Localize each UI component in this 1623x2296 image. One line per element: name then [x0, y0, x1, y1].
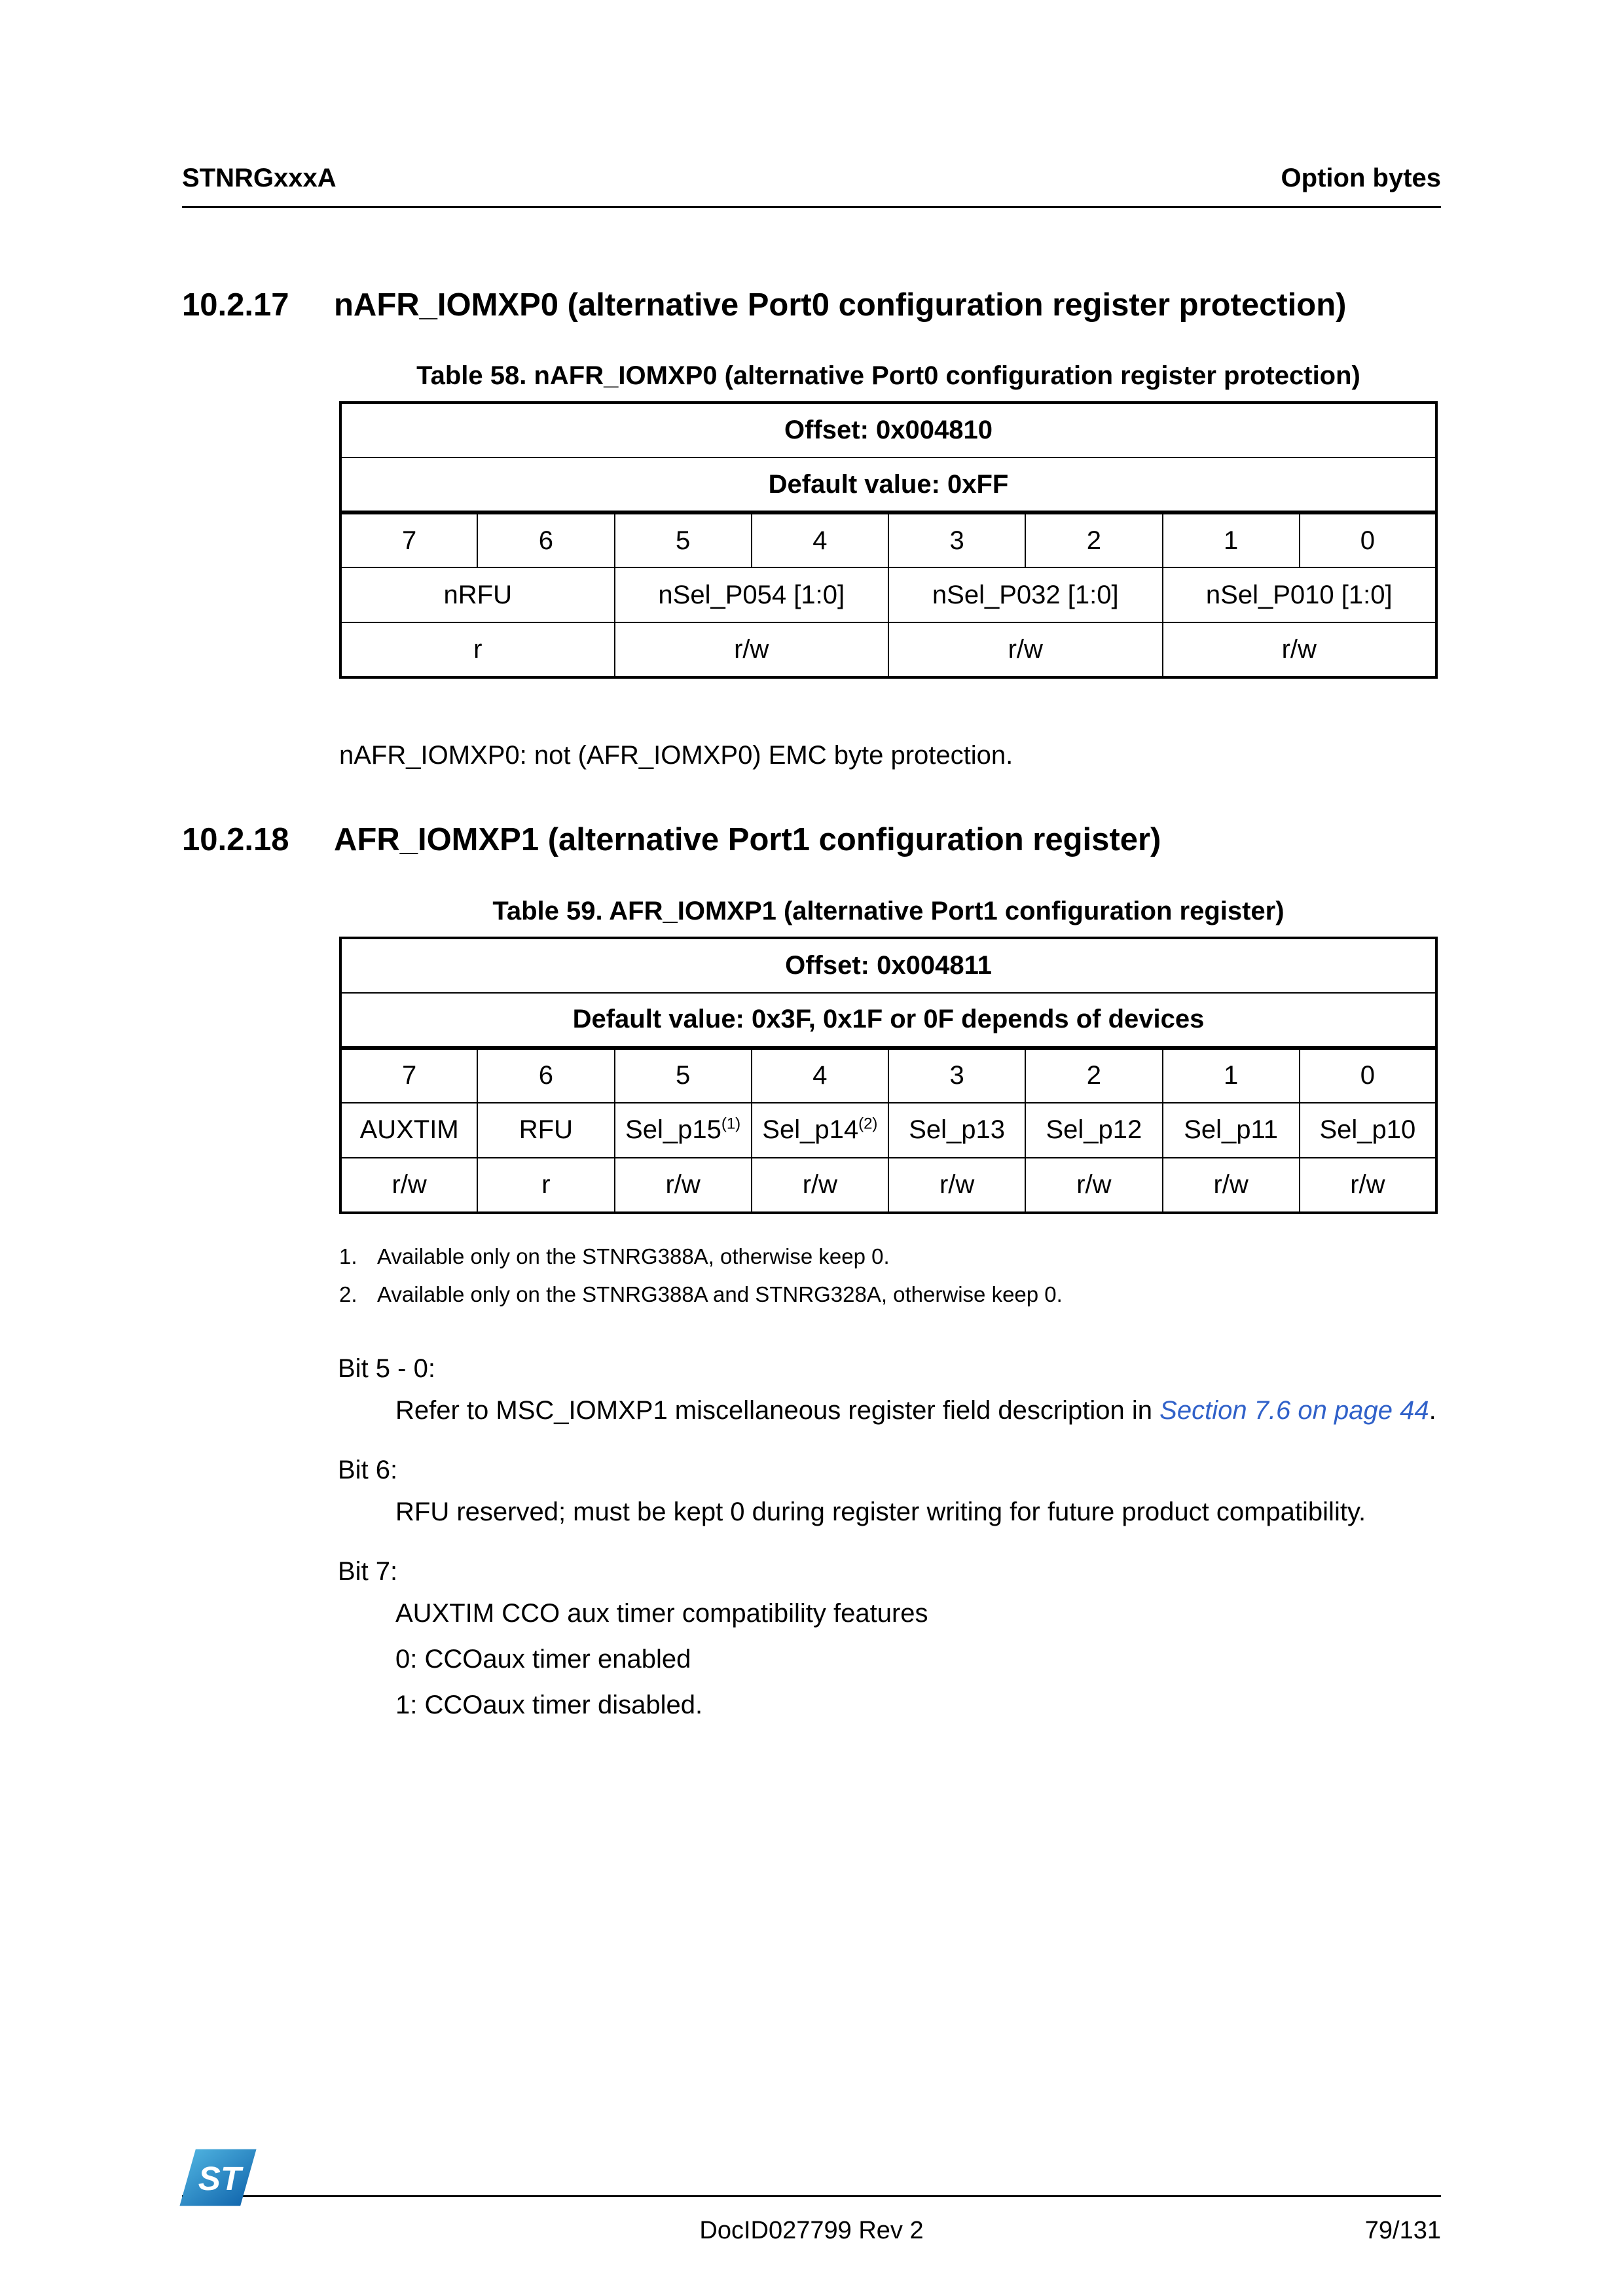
access-cell: r/w	[615, 1158, 752, 1213]
bit-number-cell: 7	[340, 1048, 477, 1103]
bit-number-cell: 2	[1025, 512, 1162, 567]
field-cell: Sel_p13	[888, 1103, 1025, 1158]
default-value-cell: Default value: 0x3F, 0x1F or 0F depends of devices	[340, 993, 1436, 1048]
field-cell: nSel_P032 [1:0]	[888, 567, 1163, 622]
bit-7-description	[395, 1594, 1441, 1724]
field-cell: Sel_p11	[1163, 1103, 1300, 1158]
field-cell: RFU	[477, 1103, 614, 1158]
access-cell: r/w	[888, 1158, 1025, 1213]
bit-number-cell: 5	[615, 1048, 752, 1103]
bit-number-cell: 3	[888, 512, 1025, 567]
st-logo	[178, 2147, 258, 2208]
footnote-1	[339, 1244, 1441, 1269]
section-number: 10.2.18	[182, 822, 289, 858]
field-cell: nSel_P010 [1:0]	[1163, 567, 1437, 622]
table-58-block	[339, 361, 1438, 679]
bit-number-cell: 4	[752, 1048, 888, 1103]
bit-number-cell: 3	[888, 1048, 1025, 1103]
page-header	[182, 164, 1441, 208]
bit-number-cell: 1	[1163, 512, 1300, 567]
footnote-2	[339, 1282, 1441, 1307]
access-cell: r/w	[752, 1158, 888, 1213]
bit-5-0-text: Refer to MSC_IOMXP1 miscellaneous register field description in	[395, 1395, 1160, 1425]
section-number: 10.2.17	[182, 287, 289, 323]
access-cell: r	[477, 1158, 614, 1213]
bit-number-cell: 4	[752, 512, 888, 567]
field-cell: Sel_p14$^{(2)}$	[752, 1103, 888, 1158]
bit-number-cell: 7	[340, 512, 477, 567]
bit-6-description: RFU reserved; must be kept 0 during register writing for future product compatibility.	[395, 1497, 1366, 1526]
svg-text:ST: ST	[198, 2159, 242, 2197]
default-value-cell: Default value: 0xFF	[340, 457, 1436, 512]
field-cell: nRFU	[340, 567, 615, 622]
table-59-footnotes	[182, 1244, 1441, 1307]
footnote-text: Available only on the STNRG388A, otherwise keep 0.	[377, 1244, 890, 1268]
access-cell: r	[340, 622, 615, 677]
table-59-block	[339, 897, 1438, 1214]
section-heading-10-2-18	[182, 821, 1441, 858]
bit-number-cell: 0	[1300, 512, 1436, 567]
table-59-caption: Table 59. AFR_IOMXP1 (alternative Port1 configuration register)	[492, 896, 1285, 925]
table-58-caption: Table 58. nAFR_IOMXP0 (alternative Port0 configuration register protection)	[416, 361, 1360, 391]
section-title: AFR_IOMXP1 (alternative Port1 configuration register)	[334, 822, 1161, 858]
page-number: 79/131	[1364, 2217, 1441, 2244]
footnote-ref-1: (1)	[721, 1115, 741, 1133]
bit-7-line-3: 1: CCOaux timer disabled.	[395, 1690, 703, 1719]
bit-7-label: Bit 7:	[338, 1556, 398, 1586]
bit-number-cell: 6	[477, 512, 614, 567]
page-footer	[182, 2159, 1441, 2245]
bit-number-cell: 1	[1163, 1048, 1300, 1103]
bit-number-cell: 0	[1300, 1048, 1436, 1103]
bit-number-cell: 5	[615, 512, 752, 567]
bit-number-cell: 2	[1025, 1048, 1162, 1103]
document-id: DocID027799 Rev 2	[699, 2217, 924, 2244]
table-58	[339, 401, 1438, 679]
field-cell: Sel_p15$^{(1)}$	[615, 1103, 752, 1158]
field-cell: Sel_p10	[1300, 1103, 1436, 1158]
bit-5-0-label: Bit 5 - 0:	[338, 1354, 435, 1383]
footnote-number: 2.	[339, 1282, 357, 1306]
access-cell: r/w	[615, 622, 889, 677]
access-cell: r/w	[1163, 1158, 1300, 1213]
offset-cell: Offset: 0x004810	[340, 403, 1436, 457]
table-59	[339, 937, 1438, 1214]
field-cell: Sel_p12	[1025, 1103, 1162, 1158]
footnote-ref-2: (2)	[858, 1115, 878, 1133]
access-cell: r/w	[888, 622, 1163, 677]
access-cell: r/w	[1025, 1158, 1162, 1213]
field-cell: nSel_P054 [1:0]	[615, 567, 889, 622]
bit-6-label: Bit 6:	[338, 1455, 398, 1484]
bit-5-0-description	[395, 1391, 1441, 1429]
bit-5-0-text-after: .	[1429, 1395, 1436, 1425]
section-7-6-cross-reference-link[interactable]: Section 7.6 on page 44	[1159, 1395, 1429, 1425]
bit-number-cell: 6	[477, 1048, 614, 1103]
bit-7-line-1: AUXTIM CCO aux timer compatibility features	[395, 1598, 928, 1628]
access-cell: r/w	[340, 1158, 477, 1213]
section-title: nAFR_IOMXP0 (alternative Port0 configuration register protection)	[334, 287, 1347, 323]
header-chapter-name: Option bytes	[1281, 164, 1441, 192]
header-product-name: STNRGxxxA	[182, 164, 337, 192]
access-cell: r/w	[1163, 622, 1437, 677]
bit-7-line-2: 0: CCOaux timer enabled	[395, 1644, 691, 1674]
section-heading-10-2-17	[182, 287, 1441, 323]
access-cell: r/w	[1300, 1158, 1436, 1213]
section-17-body-text: nAFR_IOMXP0: not (AFR_IOMXP0) EMC byte protection.	[339, 741, 1013, 770]
offset-cell: Offset: 0x004811	[340, 938, 1436, 993]
footnote-text: Available only on the STNRG388A and STNRG328A, otherwise keep 0.	[377, 1282, 1063, 1306]
footnote-number: 1.	[339, 1244, 357, 1268]
field-cell: AUXTIM	[340, 1103, 477, 1158]
